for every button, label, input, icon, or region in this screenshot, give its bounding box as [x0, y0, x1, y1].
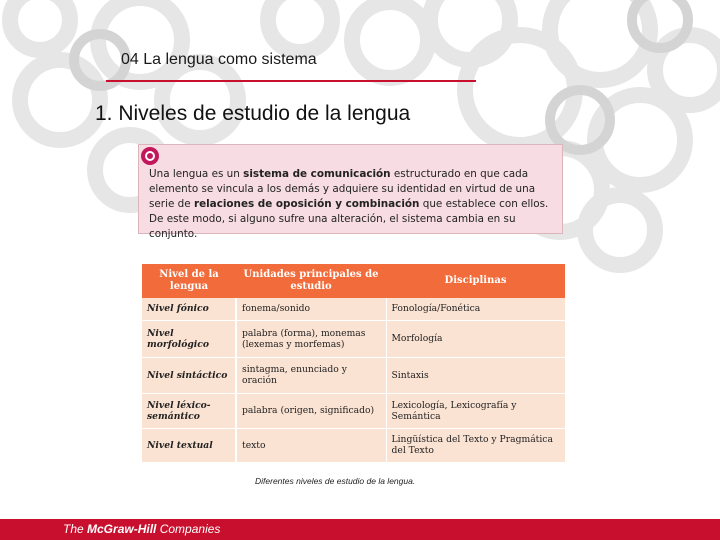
units-cell: palabra (origen, significado): [236, 393, 386, 428]
level-cell: Nivel fónico: [142, 298, 236, 320]
definition-segment: que establece con ellos. De este modo, si alguno sufre una alteración, el sistema cambia en su conjunto.: [149, 198, 549, 240]
table-row: [142, 298, 565, 320]
definition-box: [138, 144, 563, 240]
disciplines-cell: Fonología/Fonética: [386, 298, 565, 320]
footer-bar: [0, 519, 720, 540]
definition-key-term: relaciones de oposición y combinación: [193, 198, 420, 210]
publisher-logo: [63, 522, 220, 536]
section-title: 04 La lengua como sistema: [121, 51, 317, 68]
table-row: [142, 428, 565, 462]
level-cell: Nivel textual: [142, 428, 236, 462]
units-cell: texto: [236, 428, 386, 462]
table-row: [142, 357, 565, 393]
table-row: [142, 393, 565, 428]
level-cell: Nivel léxico-semántico: [142, 393, 236, 428]
table-caption: Diferentes niveles de estudio de la lengua.: [255, 476, 416, 486]
disciplines-cell: Lingüística del Texto y Pragmática del Texto: [386, 428, 565, 462]
units-cell: fonema/sonido: [236, 298, 386, 320]
logo-suffix: Companies: [156, 522, 221, 536]
column-header-level: Nivel de la lengua: [142, 264, 236, 298]
table-row: [142, 320, 565, 357]
level-cell: Nivel morfológico: [142, 320, 236, 357]
page-heading: 1. Niveles de estudio de la lengua: [95, 102, 411, 125]
column-header-units: Unidades principales de estudio: [236, 264, 386, 298]
definition-text: [149, 167, 553, 242]
units-cell: palabra (forma), monemas (lexemas y morfemas): [236, 320, 386, 357]
level-cell: Nivel sintáctico: [142, 357, 236, 393]
units-cell: sintagma, enunciado y oración: [236, 357, 386, 393]
definition-segment: estructurado en que cada elemento se vincula a los demás y adquiere su identidad en virtud de una serie de: [149, 168, 536, 210]
table-header-row: [142, 264, 565, 298]
target-icon: [141, 147, 159, 165]
header-divider: [106, 80, 476, 82]
disciplines-cell: Morfología: [386, 320, 565, 357]
levels-table: [142, 264, 565, 463]
logo-prefix: The: [63, 522, 88, 536]
definition-segment: Una lengua es un: [149, 168, 244, 180]
logo-brand: McGraw-Hill: [87, 522, 157, 536]
definition-key-term: sistema de comunicación: [243, 168, 391, 180]
disciplines-cell: Sintaxis: [386, 357, 565, 393]
disciplines-cell: Lexicología, Lexicografía y Semántica: [386, 393, 565, 428]
column-header-disciplines: Disciplinas: [386, 264, 565, 298]
